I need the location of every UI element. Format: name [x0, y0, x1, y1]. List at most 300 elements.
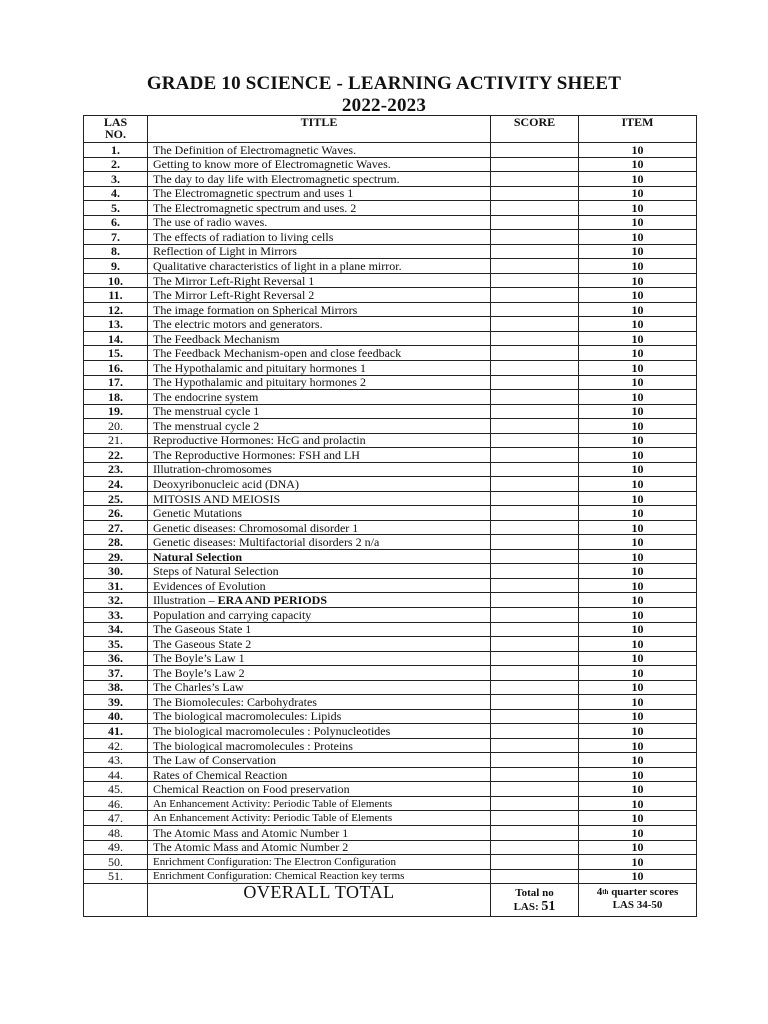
item-count: 10 [579, 506, 697, 521]
las-title-text: The Definition of Electromagnetic Waves. [153, 142, 357, 157]
score-cell[interactable] [491, 811, 579, 826]
las-title [148, 201, 491, 216]
table-row [84, 346, 697, 361]
item-count: 10 [579, 811, 697, 826]
score-cell[interactable] [491, 549, 579, 564]
score-cell[interactable] [491, 331, 579, 346]
score-cell[interactable] [491, 360, 579, 375]
las-title [148, 433, 491, 448]
las-title [148, 462, 491, 477]
las-title-text: The Electromagnetic spectrum and uses. 2 [153, 200, 357, 215]
score-cell[interactable] [491, 201, 579, 216]
las-number: 28. [84, 535, 148, 550]
item-count: 10 [579, 172, 697, 187]
las-number: 48. [84, 825, 148, 840]
las-number: 25. [84, 491, 148, 506]
las-title-text: The use of radio waves. [153, 215, 268, 230]
col-las-no [84, 116, 148, 143]
las-title-text: An Enhancement Activity: Periodic Table of Elements [153, 797, 393, 810]
table-row [84, 172, 697, 187]
score-cell[interactable] [491, 390, 579, 405]
las-title [148, 666, 491, 681]
item-count: 10 [579, 433, 697, 448]
score-cell[interactable] [491, 230, 579, 245]
table-row [84, 622, 697, 637]
item-count: 10 [579, 724, 697, 739]
las-title-text: The image formation on Spherical Mirrors [153, 302, 358, 317]
score-cell[interactable] [491, 767, 579, 782]
total-blank-cell [84, 884, 148, 917]
las-title [148, 143, 491, 158]
las-title-text: The Boyle’s Law 2 [153, 665, 245, 680]
las-number: 36. [84, 651, 148, 666]
las-title [148, 288, 491, 303]
las-number: 27. [84, 520, 148, 535]
las-number: 26. [84, 506, 148, 521]
las-title [148, 855, 491, 870]
las-title-text: The Gaseous State 2 [153, 636, 252, 651]
las-title-text: MITOSIS AND MEIOSIS [153, 491, 281, 506]
item-count: 10 [579, 419, 697, 434]
las-title-text: The biological macromolecules : Polynucleotides [153, 724, 391, 739]
las-title [148, 157, 491, 172]
item-count: 10 [579, 695, 697, 710]
las-number: 3. [84, 172, 148, 187]
las-title-text: The electric motors and generators. [153, 317, 323, 332]
las-title-text: Illustration – [153, 593, 218, 608]
las-title-text: Population and carrying capacity [153, 607, 312, 622]
score-cell[interactable] [491, 564, 579, 579]
las-title [148, 535, 491, 550]
score-cell[interactable] [491, 433, 579, 448]
table-row [84, 564, 697, 579]
item-count: 10 [579, 738, 697, 753]
table-row [84, 491, 697, 506]
total-row [84, 884, 697, 917]
item-count: 10 [579, 390, 697, 405]
las-title [148, 608, 491, 623]
las-title-text: The Electromagnetic spectrum and uses 1 [153, 186, 354, 201]
table-row [84, 709, 697, 724]
las-number: 41. [84, 724, 148, 739]
score-cell[interactable] [491, 796, 579, 811]
quarter-range: LAS 34-50 [612, 899, 663, 912]
score-cell[interactable] [491, 608, 579, 623]
las-title-text: Rates of Chemical Reaction [153, 767, 288, 782]
las-number: 19. [84, 404, 148, 419]
las-number: 39. [84, 695, 148, 710]
total-no-cell [491, 884, 579, 917]
las-title [148, 346, 491, 361]
table-row [84, 273, 697, 288]
table-row [84, 506, 697, 521]
las-title [148, 564, 491, 579]
las-title-text: The Hypothalamic and pituitary hormones 2 [153, 375, 366, 390]
las-number: 4. [84, 186, 148, 201]
score-cell[interactable] [491, 535, 579, 550]
las-number: 16. [84, 360, 148, 375]
total-no-label: LAS: [513, 901, 539, 914]
las-title [148, 825, 491, 840]
score-cell[interactable] [491, 273, 579, 288]
las-title [148, 506, 491, 521]
las-title-text: Reproductive Hormones: HcG and prolactin [153, 433, 366, 448]
las-title-text: The Charles’s Law [153, 680, 244, 695]
las-number: 35. [84, 637, 148, 652]
las-title [148, 637, 491, 652]
las-number: 23. [84, 462, 148, 477]
las-title-text: The Mirror Left-Right Reversal 1 [153, 273, 315, 288]
las-title [148, 244, 491, 259]
las-number: 44. [84, 767, 148, 782]
las-table [83, 115, 697, 917]
las-title [148, 215, 491, 230]
las-number: 45. [84, 782, 148, 797]
score-cell[interactable] [491, 593, 579, 608]
las-title [148, 419, 491, 434]
las-title [148, 767, 491, 782]
item-count: 10 [579, 201, 697, 216]
item-count: 10 [579, 564, 697, 579]
las-number: 15. [84, 346, 148, 361]
score-cell[interactable] [491, 404, 579, 419]
las-title [148, 520, 491, 535]
item-count: 10 [579, 622, 697, 637]
las-title [148, 651, 491, 666]
item-count: 10 [579, 782, 697, 797]
score-cell[interactable] [491, 825, 579, 840]
item-count: 10 [579, 215, 697, 230]
las-title-text: Qualitative characteristics of light in a plane mirror. [153, 259, 402, 274]
las-title-text: The biological macromolecules : Proteins [153, 738, 353, 753]
las-title-text: The Boyle’s Law 1 [153, 651, 245, 666]
score-cell[interactable] [491, 288, 579, 303]
col-score: SCORE [491, 116, 579, 143]
score-cell[interactable] [491, 419, 579, 434]
table-row [84, 259, 697, 274]
score-cell[interactable] [491, 462, 579, 477]
table-row [84, 462, 697, 477]
table-row [84, 535, 697, 550]
item-count: 10 [579, 317, 697, 332]
las-title [148, 317, 491, 332]
table-row [84, 375, 697, 390]
score-cell[interactable] [491, 259, 579, 274]
score-cell[interactable] [491, 782, 579, 797]
las-number: 8. [84, 244, 148, 259]
las-number: 37. [84, 666, 148, 681]
item-count: 10 [579, 491, 697, 506]
table-row [84, 549, 697, 564]
col-title: TITLE [148, 116, 491, 143]
col-las-line1: LAS [103, 115, 128, 129]
las-title [148, 404, 491, 419]
table-row [84, 433, 697, 448]
item-count: 10 [579, 549, 697, 564]
col-item: ITEM [579, 116, 697, 143]
las-title [148, 796, 491, 811]
las-title [148, 680, 491, 695]
las-title-text: Genetic diseases: Multifactorial disorders 2 n/a [153, 535, 380, 550]
las-number: 10. [84, 273, 148, 288]
las-title-text: An Enhancement Activity: Periodic Table of Elements [153, 812, 393, 825]
quarter-sup: th [602, 888, 609, 897]
score-cell[interactable] [491, 215, 579, 230]
score-cell[interactable] [491, 622, 579, 637]
las-number: 20. [84, 419, 148, 434]
las-number: 17. [84, 375, 148, 390]
las-title [148, 622, 491, 637]
las-title [148, 259, 491, 274]
score-cell[interactable] [491, 317, 579, 332]
table-row [84, 724, 697, 739]
score-cell[interactable] [491, 724, 579, 739]
item-count: 10 [579, 535, 697, 550]
quarter-num: 4 [596, 886, 603, 899]
table-row [84, 680, 697, 695]
las-number: 22. [84, 448, 148, 463]
las-title [148, 738, 491, 753]
table-row [84, 186, 697, 201]
score-cell[interactable] [491, 302, 579, 317]
score-cell[interactable] [491, 680, 579, 695]
score-cell[interactable] [491, 448, 579, 463]
score-cell[interactable] [491, 520, 579, 535]
table-row [84, 143, 697, 158]
score-cell[interactable] [491, 491, 579, 506]
las-title-text: Reflection of Light in Mirrors [153, 244, 297, 259]
item-count: 10 [579, 767, 697, 782]
las-number: 31. [84, 578, 148, 593]
las-title-text: The Feedback Mechanism [153, 331, 280, 346]
score-cell[interactable] [491, 346, 579, 361]
las-number: 43. [84, 753, 148, 768]
item-count: 10 [579, 244, 697, 259]
las-title [148, 724, 491, 739]
las-title [148, 273, 491, 288]
las-number: 38. [84, 680, 148, 695]
item-count: 10 [579, 259, 697, 274]
score-cell[interactable] [491, 869, 579, 884]
score-cell[interactable] [491, 375, 579, 390]
table-row [84, 651, 697, 666]
table-row [84, 419, 697, 434]
las-title-text: Steps of Natural Selection [153, 564, 279, 579]
las-number: 9. [84, 259, 148, 274]
header-row [84, 116, 697, 143]
item-count: 10 [579, 302, 697, 317]
score-cell[interactable] [491, 753, 579, 768]
score-cell[interactable] [491, 840, 579, 855]
total-no-line1: Total no [515, 887, 554, 900]
table-row [84, 811, 697, 826]
las-title [148, 477, 491, 492]
las-title-text: Genetic diseases: Chromosomal disorder 1 [153, 520, 359, 535]
las-title [148, 840, 491, 855]
score-cell[interactable] [491, 186, 579, 201]
score-cell[interactable] [491, 157, 579, 172]
las-title-text: Chemical Reaction on Food preservation [153, 782, 350, 797]
item-count: 10 [579, 637, 697, 652]
las-number: 33. [84, 608, 148, 623]
las-title-text: Natural Selection [153, 549, 242, 564]
item-count: 10 [579, 331, 697, 346]
overall-total-label: OVERALL TOTAL [148, 884, 491, 917]
school-year: 2022-2023 [341, 95, 427, 116]
item-count: 10 [579, 825, 697, 840]
page-title: GRADE 10 SCIENCE - LEARNING ACTIVITY SHEET [146, 73, 622, 94]
col-las-line2: NO. [105, 127, 126, 141]
las-number: 7. [84, 230, 148, 245]
score-cell[interactable] [491, 651, 579, 666]
las-number: 24. [84, 477, 148, 492]
las-title-text: Genetic Mutations [153, 506, 242, 521]
score-cell[interactable] [491, 506, 579, 521]
table-row [84, 593, 697, 608]
las-title-text: The Feedback Mechanism-open and close feedback [153, 346, 402, 361]
item-count: 10 [579, 593, 697, 608]
las-title [148, 811, 491, 826]
table-row [84, 578, 697, 593]
score-cell[interactable] [491, 637, 579, 652]
las-title-text: The Gaseous State 1 [153, 622, 252, 637]
item-count: 10 [579, 796, 697, 811]
table-row [84, 404, 697, 419]
las-title-text: The endocrine system [153, 389, 259, 404]
item-count: 10 [579, 346, 697, 361]
las-number: 21. [84, 433, 148, 448]
las-title [148, 230, 491, 245]
item-count: 10 [579, 143, 697, 158]
las-number: 5. [84, 201, 148, 216]
las-number: 32. [84, 593, 148, 608]
las-title-text: The Mirror Left-Right Reversal 2 [153, 288, 315, 303]
las-number: 14. [84, 331, 148, 346]
las-title [148, 593, 491, 608]
table-row [84, 767, 697, 782]
item-count: 10 [579, 869, 697, 884]
item-count: 10 [579, 753, 697, 768]
score-cell[interactable] [491, 855, 579, 870]
las-title [148, 390, 491, 405]
las-number: 49. [84, 840, 148, 855]
quarter-scores-cell [579, 884, 697, 917]
las-title [148, 186, 491, 201]
item-count: 10 [579, 157, 697, 172]
item-count: 10 [579, 448, 697, 463]
las-title [148, 491, 491, 506]
las-title-text: The Biomolecules: Carbohydrates [153, 694, 317, 709]
las-title [148, 302, 491, 317]
las-title-text: Enrichment Configuration: Chemical Reaction key terms [153, 870, 405, 883]
table-row [84, 796, 697, 811]
table-row [84, 230, 697, 245]
las-title-text: The day to day life with Electromagnetic spectrum. [153, 171, 400, 186]
table-row [84, 666, 697, 681]
las-number: 30. [84, 564, 148, 579]
las-title-text: Illutration-chromosomes [153, 462, 272, 477]
las-title-text: The Reproductive Hormones: FSH and LH [153, 447, 360, 462]
item-count: 10 [579, 680, 697, 695]
item-count: 10 [579, 462, 697, 477]
item-count: 10 [579, 651, 697, 666]
table-row [84, 201, 697, 216]
table-row [84, 215, 697, 230]
score-cell[interactable] [491, 172, 579, 187]
table-row [84, 840, 697, 855]
las-title [148, 331, 491, 346]
table-row [84, 608, 697, 623]
item-count: 10 [579, 230, 697, 245]
las-title-text: Evidences of Evolution [153, 578, 266, 593]
las-title-text: Deoxyribonucleic acid (DNA) [153, 476, 299, 491]
las-number: 2. [84, 157, 148, 172]
score-cell[interactable] [491, 477, 579, 492]
table-row [84, 331, 697, 346]
las-number: 42. [84, 738, 148, 753]
score-cell[interactable] [491, 666, 579, 681]
table-row [84, 782, 697, 797]
item-count: 10 [579, 855, 697, 870]
las-number: 12. [84, 302, 148, 317]
table-row [84, 244, 697, 259]
item-count: 10 [579, 273, 697, 288]
las-title [148, 448, 491, 463]
las-title [148, 172, 491, 187]
quarter-rest: quarter scores [608, 886, 679, 899]
las-title-text: The menstrual cycle 1 [153, 404, 260, 419]
las-title [148, 709, 491, 724]
las-number: 40. [84, 709, 148, 724]
score-cell[interactable] [491, 143, 579, 158]
las-number: 18. [84, 390, 148, 405]
las-number: 51. [84, 869, 148, 884]
las-number: 13. [84, 317, 148, 332]
item-count: 10 [579, 578, 697, 593]
item-count: 10 [579, 608, 697, 623]
las-title-text: The effects of radiation to living cells [153, 229, 334, 244]
las-title [148, 695, 491, 710]
las-title [148, 782, 491, 797]
las-title-text: The menstrual cycle 2 [153, 418, 260, 433]
item-count: 10 [579, 520, 697, 535]
item-count: 10 [579, 186, 697, 201]
table-row [84, 448, 697, 463]
item-count: 10 [579, 288, 697, 303]
table-row [84, 695, 697, 710]
las-number: 29. [84, 549, 148, 564]
score-cell[interactable] [491, 578, 579, 593]
las-number: 46. [84, 796, 148, 811]
item-count: 10 [579, 404, 697, 419]
las-number: 50. [84, 855, 148, 870]
table-row [84, 157, 697, 172]
score-cell[interactable] [491, 709, 579, 724]
score-cell[interactable] [491, 244, 579, 259]
table-row [84, 317, 697, 332]
score-cell[interactable] [491, 738, 579, 753]
score-cell[interactable] [491, 695, 579, 710]
table-row [84, 855, 697, 870]
item-count: 10 [579, 709, 697, 724]
table-row [84, 288, 697, 303]
item-count: 10 [579, 375, 697, 390]
table-row [84, 825, 697, 840]
table-row [84, 520, 697, 535]
las-title [148, 753, 491, 768]
table-row [84, 302, 697, 317]
las-title-text: The biological macromolecules: Lipids [153, 709, 342, 724]
